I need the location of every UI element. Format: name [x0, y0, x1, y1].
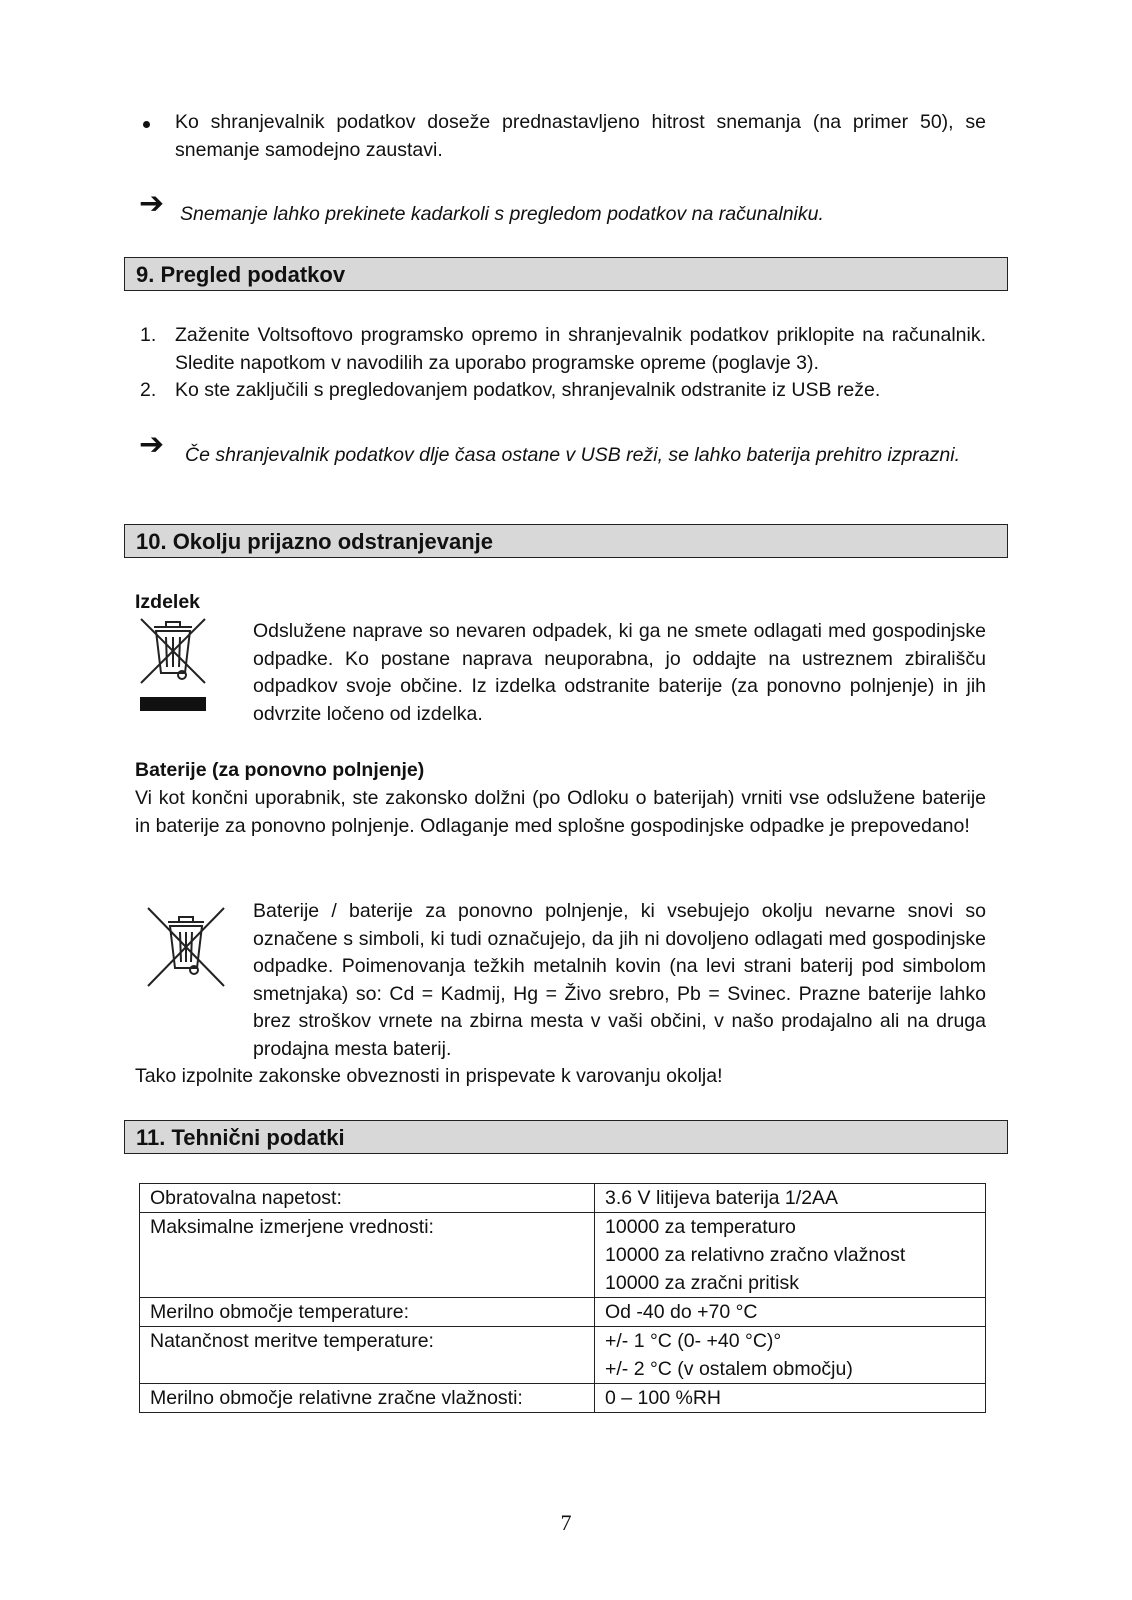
spec-value — [595, 1384, 986, 1413]
spec-value-line: +/- 2 °C (v ostalem območju) — [605, 1358, 853, 1380]
section-heading-10 — [124, 524, 1008, 558]
spec-label: Merilno območje relativne zračne vlažnosti: — [140, 1384, 595, 1413]
spec-label: Obratovalna napetost: — [140, 1184, 595, 1213]
spec-value — [595, 1184, 986, 1213]
step-number-2: 2. — [140, 379, 157, 401]
bullet-dot — [143, 121, 150, 128]
note-1: Snemanje lahko prekinete kadarkoli s pregledom podatkov na računalniku. — [180, 203, 824, 225]
step-text-2: Ko ste zaključili s pregledovanjem podatkov, shranjevalnik odstranite iz USB reže. — [175, 379, 881, 401]
arrow-right-icon: ➔ — [139, 428, 165, 461]
spec-label: Natančnost meritve temperature: — [140, 1327, 595, 1384]
spec-value-line: Od -40 do +70 °C — [605, 1301, 758, 1323]
spec-value-line: 0 – 100 %RH — [605, 1387, 721, 1409]
note-2 — [140, 442, 986, 470]
section-heading-11 — [124, 1120, 1008, 1154]
arrow-right-icon: ➔ — [139, 187, 165, 220]
table-row — [140, 1213, 986, 1298]
crossed-bin-icon — [139, 613, 209, 717]
spec-value-line: 10000 za temperaturo — [605, 1216, 796, 1238]
spec-table — [139, 1183, 986, 1413]
symbol-text: Baterije / baterije za ponovno polnjenje, ki vsebujejo okolju nevarne snovi so označene s simboli, ki tudi označujejo, da jih ni dovoljeno odlagati med gospodinjske odpadke. Poimenovanja težkih metalnih kovin (na levi strani baterij pod simbolom smetnjaka) so: Cd = Kadmij, Hg = Živo srebro, Pb = Svinec. Prazne baterije lahko brez stroškov vrnete na zbirna mesta v vaši občini, v našo prodajalno ali na druga prodajna mesta baterij. — [253, 900, 986, 1060]
table-row — [140, 1327, 986, 1384]
table-row — [140, 1298, 986, 1327]
section-title-11: 11. Tehnični podatki — [136, 1125, 345, 1150]
spec-label: Merilno območje temperature: — [140, 1298, 595, 1327]
spec-value-line: 3.6 V litijeva baterija 1/2AA — [605, 1187, 839, 1209]
page-number: 7 — [560, 1510, 572, 1535]
spec-value-line: 10000 za zračni pritisk — [605, 1272, 800, 1294]
battery-heading: Baterije (za ponovno polnjenje) — [135, 759, 425, 781]
product-heading: Izdelek — [135, 591, 201, 613]
note-2-text: Če shranjevalnik podatkov dlje časa ostane v USB reži, se lahko baterija prehitro izprazni. — [185, 444, 960, 466]
closing-text: Tako izpolnite zakonske obveznosti in prispevate k varovanju okolja! — [135, 1065, 723, 1087]
section-title-10: 10. Okolju prijazno odstranjevanje — [136, 529, 493, 554]
crossed-bin-battery-icon — [146, 906, 226, 988]
spec-value — [595, 1327, 986, 1384]
spec-value-line: +/- 1 °C (0- +40 °C)° — [605, 1330, 782, 1352]
step-number-1: 1. — [140, 324, 157, 346]
table-row — [140, 1384, 986, 1413]
spec-value-line: 10000 za relativno zračno vlažnost — [605, 1244, 906, 1266]
bullet-text: Ko shranjevalnik podatkov doseže prednastavljeno hitrost snemanja (na primer 50), se snemanje samodejno zaustavi. — [175, 111, 986, 161]
battery-text: Vi kot končni uporabnik, ste zakonsko dolžni (po Odloku o baterijah) vrniti vse odslužene baterije in baterije za ponovno polnjenje. Odlaganje med splošne gospodinjske odpadke je prepovedano! — [135, 787, 986, 837]
spec-label: Maksimalne izmerjene vrednosti: — [140, 1213, 595, 1298]
product-text: Odslužene naprave so nevaren odpadek, ki ga ne smete odlagati med gospodinjske odpadke. Ko postane naprava neuporabna, jo oddajte na ustreznem zbirališču odpadkov svoje občine. Iz izdelka odstranite baterije (za ponovno polnjenje) in jih odvrzite ločeno od izdelka. — [253, 620, 986, 725]
step-text-1: Zaženite Voltsoftovo programsko opremo in shranjevalnik podatkov priklopite na računalnik. Sledite napotkom v navodilih za uporabo programske opreme (poglavje 3). — [175, 324, 986, 374]
table-row — [140, 1184, 986, 1213]
section-title-9: 9. Pregled podatkov — [136, 262, 346, 287]
spec-value — [595, 1213, 986, 1298]
section-heading-9 — [124, 257, 1008, 291]
spec-value — [595, 1298, 986, 1327]
